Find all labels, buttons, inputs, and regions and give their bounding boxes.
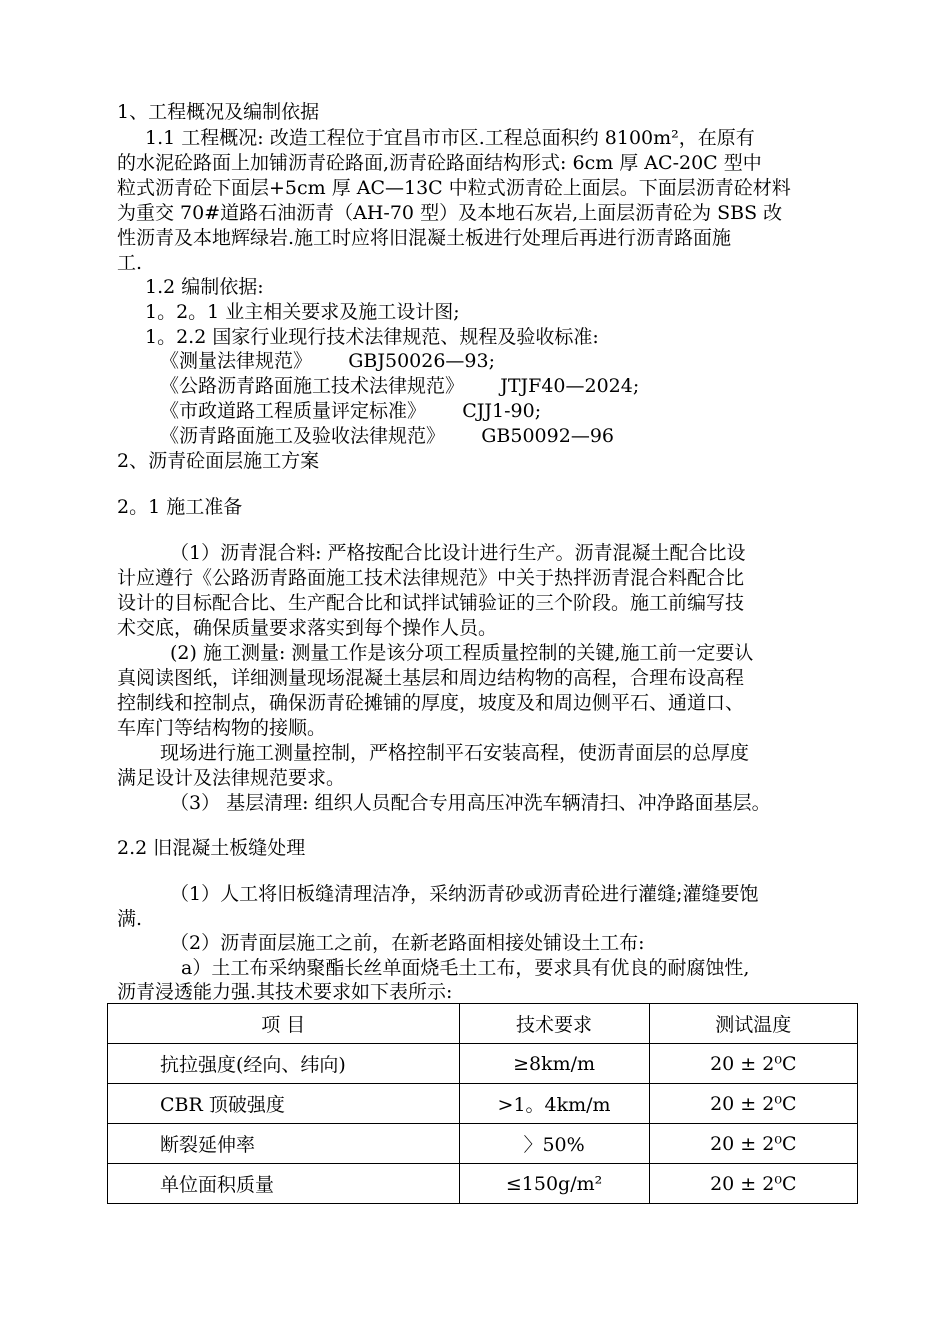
paragraph-line: a）土工布采纳聚酯长丝单面烧毛土工布，要求具有优良的耐腐蚀性, xyxy=(181,957,750,979)
paragraph-line: 现场进行施工测量控制，严格控制平石安装高程，使沥青面层的总厚度 xyxy=(160,742,750,764)
table-header-row xyxy=(108,1004,858,1044)
standard-item: 《市政道路工程质量评定标准》 CJJ1-90; xyxy=(160,400,542,422)
table-cell: 20 ± 2⁰C xyxy=(649,1164,857,1204)
section-heading-2: 2、沥青砼面层施工方案 xyxy=(117,450,320,472)
table-cell: 断裂延伸率 xyxy=(108,1124,460,1164)
paragraph-line: （1）人工将旧板缝清理洁净，采纳沥青砂或沥青砼进行灌缝;灌缝要饱 xyxy=(170,883,759,905)
section-heading-1: 1、工程概况及编制依据 xyxy=(117,101,320,123)
table-row xyxy=(108,1084,858,1124)
table-cell: 20 ± 2⁰C xyxy=(649,1044,857,1084)
table-cell: 20 ± 2⁰C xyxy=(649,1084,857,1124)
table-header-cell: 项 目 xyxy=(108,1004,460,1044)
paragraph-line: 满. xyxy=(117,908,143,930)
paragraph-line: 车库门等结构物的接顺。 xyxy=(117,717,327,739)
paragraph-line: 满足设计及法律规范要求。 xyxy=(117,767,346,789)
standard-item: 《沥青路面施工及验收法律规范》 GB50092—96 xyxy=(160,425,614,447)
standard-item: 《公路沥青路面施工技术法律规范》 JTJF40—2024; xyxy=(160,375,640,397)
table-cell: ≤150g/m² xyxy=(459,1164,649,1204)
table-row xyxy=(108,1124,858,1164)
subsection-heading: 2。1 施工准备 xyxy=(117,496,243,518)
paragraph-line: 1.1 工程概况: 改造工程位于宜昌市市区.工程总面积约 8100m²，在原有 xyxy=(145,127,755,149)
paragraph-line: 为重交 70#道路石油沥青（AH-70 型）及本地石灰岩,上面层沥青砼为 SBS 改 xyxy=(117,202,783,224)
paragraph-line: 的水泥砼路面上加铺沥青砼路面,沥青砼路面结构形式: 6cm 厚 AC-20C 型中 xyxy=(117,152,762,174)
table-cell: ≥8km/m xyxy=(459,1044,649,1084)
paragraph-line: 沥青浸透能力强.其技术要求如下表所示: xyxy=(117,981,453,1003)
standard-item: 《测量法律规范》 GBJ50026—93; xyxy=(160,350,496,372)
paragraph-line: （1）沥青混合料: 严格按配合比设计进行生产。沥青混凝土配合比设 xyxy=(170,542,746,564)
table-row xyxy=(108,1044,858,1084)
table-cell: >1。4km/m xyxy=(459,1084,649,1124)
paragraph-line: 计应遵行《公路沥青路面施工技术法律规范》中关于热拌沥青混合料配合比 xyxy=(117,567,745,589)
list-item: 1。2。1 业主相关要求及施工设计图; xyxy=(145,301,460,323)
paragraph-line: 性沥青及本地辉绿岩.施工时应将旧混凝土板进行处理后再进行沥青路面施 xyxy=(117,227,732,249)
table-header-cell: 技术要求 xyxy=(459,1004,649,1044)
paragraph-line: 真阅读图纸，详细测量现场混凝土基层和周边结构物的高程，合理布设高程 xyxy=(117,667,745,689)
paragraph-line: 粒式沥青砼下面层+5cm 厚 AC—13C 中粒式沥青砼上面层。下面层沥青砼材料 xyxy=(117,177,791,199)
table-cell: 20 ± 2⁰C xyxy=(649,1124,857,1164)
paragraph-line: (2) 施工测量: 测量工作是该分项工程质量控制的关键,施工前一定要认 xyxy=(170,642,754,664)
paragraph-line: （2）沥青面层施工之前，在新老路面相接处铺设土工布: xyxy=(170,932,645,954)
table-cell: 〉50% xyxy=(459,1124,649,1164)
paragraph-line: （3） 基层清理: 组织人员配合专用高压冲洗车辆清扫、冲净路面基层。 xyxy=(170,792,771,814)
paragraph-line: 设计的目标配合比、生产配合比和试拌试铺验证的三个阶段。施工前编写技 xyxy=(117,592,745,614)
subsection-heading: 2.2 旧混凝土板缝处理 xyxy=(117,837,306,859)
table-cell: 抗拉强度(经向、纬向) xyxy=(108,1044,460,1084)
table-cell: 单位面积质量 xyxy=(108,1164,460,1204)
paragraph-line: 术交底，确保质量要求落实到每个操作人员。 xyxy=(117,617,498,639)
paragraph-line: 控制线和控制点，确保沥青砼摊铺的厚度，坡度及和周边侧平石、通道口、 xyxy=(117,692,745,714)
table-cell: CBR 顶破强度 xyxy=(108,1084,460,1124)
table-header-cell: 测试温度 xyxy=(649,1004,857,1044)
technical-requirements-table xyxy=(107,1003,858,1204)
paragraph-line: 工. xyxy=(117,252,143,274)
list-item: 1。2.2 国家行业现行技术法律规范、规程及验收标准: xyxy=(145,326,599,348)
subsection-heading: 1.2 编制依据: xyxy=(145,276,264,298)
table-row xyxy=(108,1164,858,1204)
